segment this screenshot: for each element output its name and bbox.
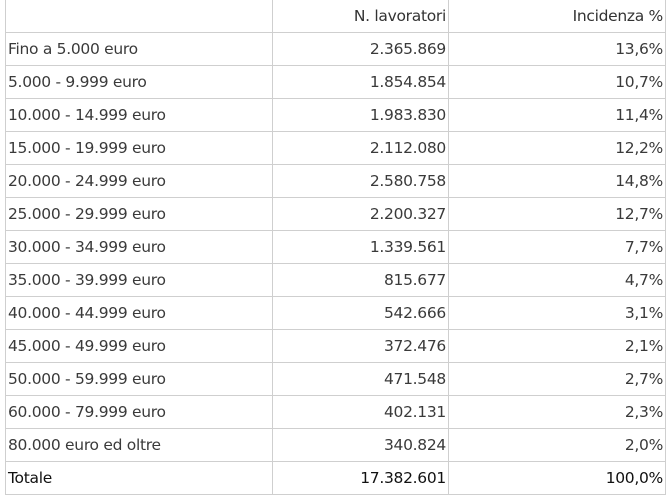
table-row — [6, 297, 666, 330]
row-share: 4,7% — [449, 264, 666, 297]
total-workers: 17.382.601 — [273, 462, 449, 495]
table-row — [6, 429, 666, 462]
row-range: Fino a 5.000 euro — [6, 33, 273, 66]
table-row — [6, 231, 666, 264]
row-workers: 2.200.327 — [273, 198, 449, 231]
row-range: 30.000 - 34.999 euro — [6, 231, 273, 264]
row-workers: 542.666 — [273, 297, 449, 330]
row-range: 45.000 - 49.999 euro — [6, 330, 273, 363]
table-row — [6, 396, 666, 429]
row-share: 14,8% — [449, 165, 666, 198]
row-workers: 1.983.830 — [273, 99, 449, 132]
row-workers: 815.677 — [273, 264, 449, 297]
row-range: 5.000 - 9.999 euro — [6, 66, 273, 99]
table-row — [6, 264, 666, 297]
table-row — [6, 99, 666, 132]
row-range: 35.000 - 39.999 euro — [6, 264, 273, 297]
row-workers: 372.476 — [273, 330, 449, 363]
table-row — [6, 165, 666, 198]
row-share: 12,7% — [449, 198, 666, 231]
row-share: 2,3% — [449, 396, 666, 429]
row-share: 2,0% — [449, 429, 666, 462]
header-range — [6, 0, 273, 33]
row-range: 60.000 - 79.999 euro — [6, 396, 273, 429]
row-workers: 340.824 — [273, 429, 449, 462]
row-range: 20.000 - 24.999 euro — [6, 165, 273, 198]
table-total-row — [6, 462, 666, 495]
header-workers: N. lavoratori — [273, 0, 449, 33]
row-share: 12,2% — [449, 132, 666, 165]
table-row — [6, 363, 666, 396]
row-range: 50.000 - 59.999 euro — [6, 363, 273, 396]
table-row — [6, 330, 666, 363]
header-share: Incidenza % — [449, 0, 666, 33]
total-label: Totale — [6, 462, 273, 495]
table-row — [6, 132, 666, 165]
row-share: 2,1% — [449, 330, 666, 363]
table-header-row — [6, 0, 666, 33]
income-distribution-table — [5, 0, 666, 495]
row-range: 80.000 euro ed oltre — [6, 429, 273, 462]
total-share: 100,0% — [449, 462, 666, 495]
row-workers: 402.131 — [273, 396, 449, 429]
row-share: 10,7% — [449, 66, 666, 99]
row-range: 15.000 - 19.999 euro — [6, 132, 273, 165]
row-range: 25.000 - 29.999 euro — [6, 198, 273, 231]
row-share: 2,7% — [449, 363, 666, 396]
row-workers: 2.580.758 — [273, 165, 449, 198]
row-range: 10.000 - 14.999 euro — [6, 99, 273, 132]
row-range: 40.000 - 44.999 euro — [6, 297, 273, 330]
row-workers: 2.112.080 — [273, 132, 449, 165]
row-workers: 471.548 — [273, 363, 449, 396]
row-share: 3,1% — [449, 297, 666, 330]
table-row — [6, 198, 666, 231]
row-workers: 1.854.854 — [273, 66, 449, 99]
table-row — [6, 33, 666, 66]
row-share: 7,7% — [449, 231, 666, 264]
row-share: 13,6% — [449, 33, 666, 66]
row-share: 11,4% — [449, 99, 666, 132]
table-row — [6, 66, 666, 99]
row-workers: 1.339.561 — [273, 231, 449, 264]
row-workers: 2.365.869 — [273, 33, 449, 66]
